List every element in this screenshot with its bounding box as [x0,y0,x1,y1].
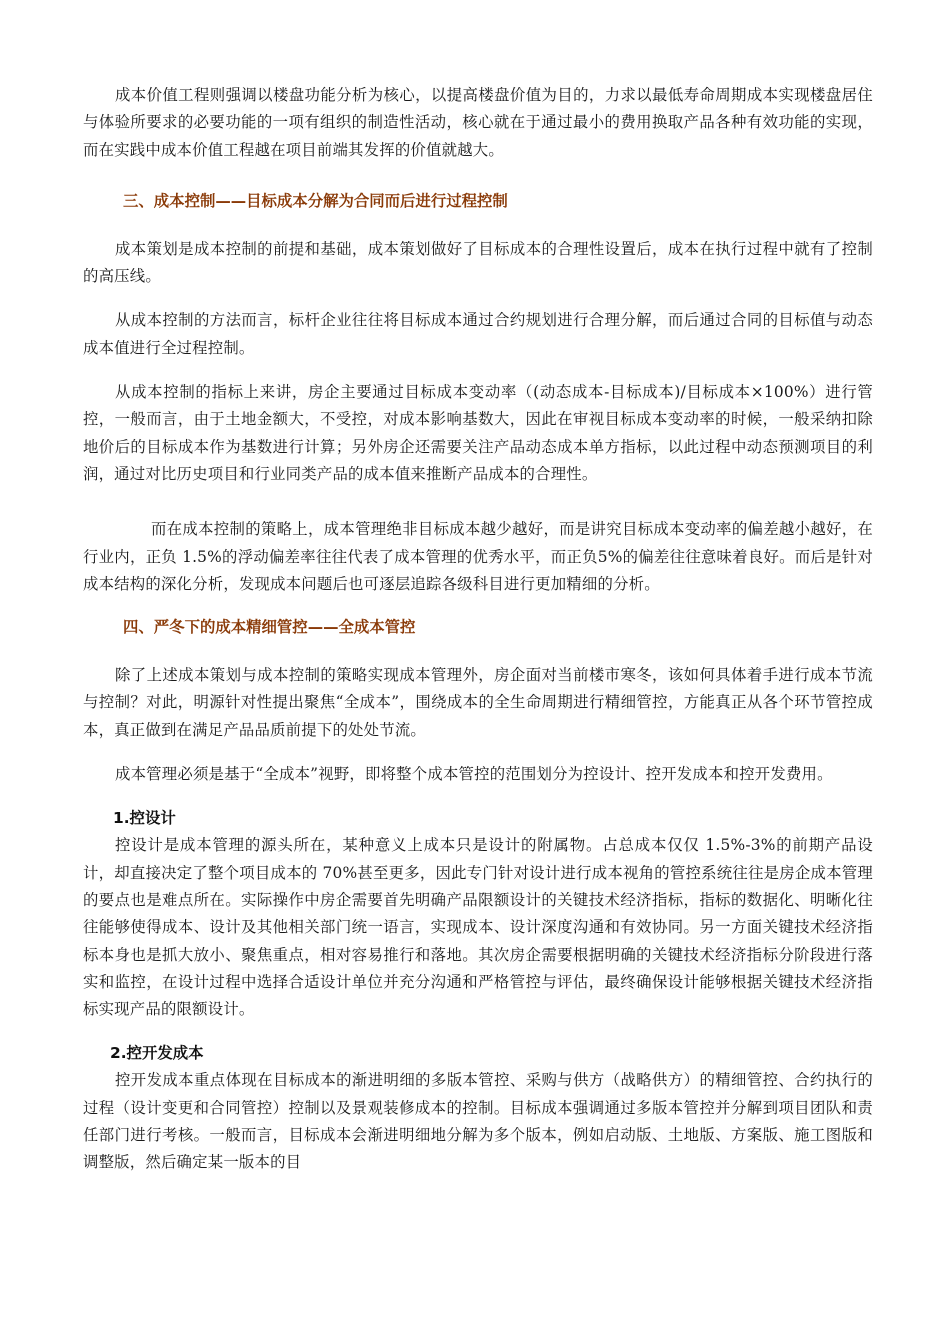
paragraph-full-cost-scope: 成本管理必须是基于“全成本”视野，即将整个成本管控的范围划分为控设计、控开发成本和控开发费用。 [115,765,833,784]
paragraph-control-design: 控设计是成本管理的源头所在，某种意义上成本只是设计的附属物。占总成本仅仅 1.5%-3%的前期产品设计，却直接决定了整个项目成本的 70%甚至更多，因此专门针对设计进行成本视角的管控系统往往是房企成本管理的要点也是难点所在。实际操作中房企需要首先明确产品限额设计的关键技术经济指标，指标的数据化、明晰化往往能够使得成本、设计及其他相关部门统一语言，实现成本、设计深度沟通和有效协同。另一方面关键技术经济指标本身也是抓大放小、聚焦重点，相对容易推行和落地。其次房企需要根据明确的关键技术经济指标分阶段进行落实和监控，在设计过程中选择合适设计单位并充分沟通和严格管控与评估，最终确保设计能够根据关键技术经济指标实现产品的限额设计。 [83,836,873,1019]
paragraph-cost-planning: 成本策划是成本控制的前提和基础，成本策划做好了目标成本的合理性设置后，成本在执行过程中就有了控制的高压线。 [83,239,873,286]
paragraph-full-cost: 除了上述成本策划与成本控制的策略实现成本管理外，房企面对当前楼市寒冬，该如何具体着手进行成本节流与控制？对此，明源针对性提出聚焦“全成本”，围绕成本的全生命周期进行精细管控，方能真正从各个环节管控成本，真正做到在满足产品品质前提下的处处节流。 [83,666,873,739]
section-heading-3: 三、成本控制——目标成本分解为合同而后进行过程控制 [123,191,508,210]
paragraph-control-indicators: 从成本控制的指标上来讲，房企主要通过目标成本变动率（(动态成本-目标成本)/目标成本×100%）进行管控，一般而言，由于土地金额大，不受控，对成本影响基数大，因此在审视目标成本变动率的时候，一般采纳扣除地价后的目标成本作为基数进行计算；另外房企还需要关注产品动态成本单方指标，以此过程中动态预测项目的利润，通过对比历史项目和行业同类产品的成本值来推断产品成本的合理性。 [83,383,873,483]
paragraph-cost-value-engineering: 成本价值工程则强调以楼盘功能分析为核心，以提高楼盘价值为目的，力求以最低寿命周期成本实现楼盘居住与体验所要求的必要功能的一项有组织的制造性活动，核心就在于通过最小的费用换取产品各种有效功能的实现，而在实践中成本价值工程越在项目前端其发挥的价值就越大。 [83,86,873,159]
section-heading-4: 四、严冬下的成本精细管控——全成本管控 [123,618,416,637]
subheading-control-development-cost: 2.控开发成本 [110,1044,204,1063]
paragraph-control-development-cost: 控开发成本重点体现在目标成本的渐进明细的多版本管控、采购与供方（战略供方）的精细管控、合约执行的过程（设计变更和合同管控）控制以及景观装修成本的控制。目标成本强调通过多版本管控并分解到项目团队和责任部门进行考核。一般而言，目标成本会渐进明细地分解为多个版本，例如启动版、土地版、方案版、施工图版和调整版，然后确定某一版本的目 [83,1071,873,1172]
paragraph-control-method: 从成本控制的方法而言，标杆企业往往将目标成本通过合约规划进行合理分解，而后通过合同的目标值与动态成本值进行全过程控制。 [83,311,873,357]
subheading-control-design: 1.控设计 [113,809,176,828]
paragraph-control-strategy: 而在成本控制的策略上，成本管理绝非目标成本越少越好，而是讲究目标成本变动率的偏差越小越好，在行业内，正负 1.5%的浮动偏差率往往代表了成本管理的优秀水平，而正负5%的偏差往往意味着良好。而后是针对成本结构的深化分析，发现成本问题后也可逐层追踪各级科目进行更加精细的分析。 [83,520,873,593]
document-page [83,82,873,1177]
